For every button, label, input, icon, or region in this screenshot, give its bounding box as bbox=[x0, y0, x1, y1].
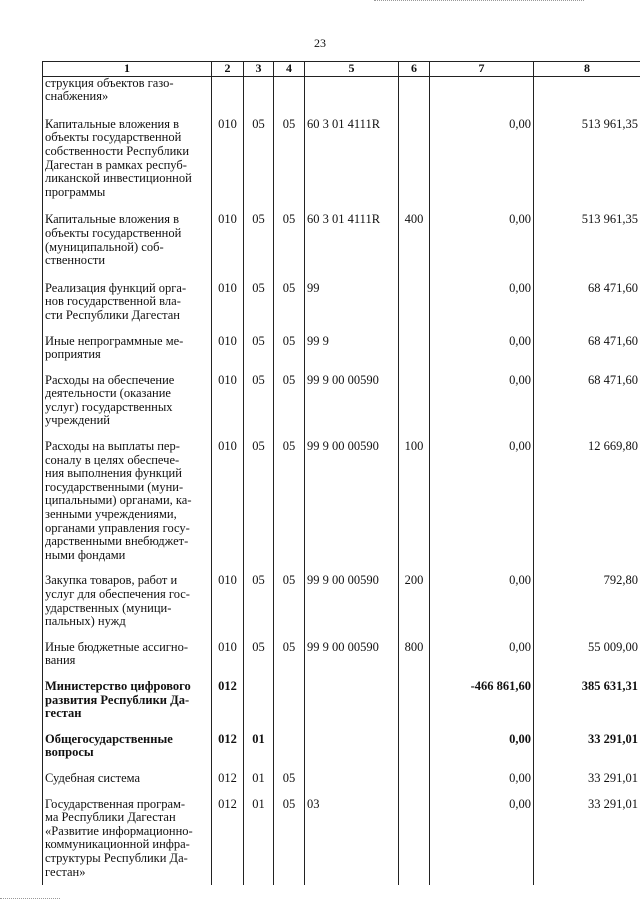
row-subsection-code: 05 bbox=[274, 368, 305, 434]
row-section-code: 05 bbox=[244, 368, 274, 434]
row-admin-code: 010 bbox=[212, 434, 244, 568]
row-change-amount: 0,00 bbox=[430, 434, 534, 568]
row-target-article: 60 3 01 4111R bbox=[305, 110, 399, 206]
row-change-amount: 0,00 bbox=[430, 635, 534, 674]
row-target-article: 99 9 bbox=[305, 329, 399, 368]
row-admin-code: 010 bbox=[212, 329, 244, 368]
row-section-code: 01 bbox=[244, 766, 274, 792]
row-total-amount: 513 961,35 bbox=[534, 110, 640, 206]
table-row bbox=[43, 434, 640, 568]
row-section-code: 05 bbox=[244, 110, 274, 206]
row-subsection-code: 05 bbox=[274, 766, 305, 792]
row-expense-type: 100 bbox=[399, 434, 430, 568]
row-expense-type bbox=[399, 792, 430, 886]
row-name: Реализация функций орга- нов государственной вла- сти Республики Дагестан bbox=[43, 274, 212, 329]
row-target-article bbox=[305, 766, 399, 792]
row-expense-type: 400 bbox=[399, 205, 430, 273]
table-body bbox=[43, 76, 640, 885]
table-row bbox=[43, 274, 640, 329]
row-total-amount: 68 471,60 bbox=[534, 329, 640, 368]
row-name: Расходы на выплаты пер- соналу в целях обеспече- ния выполнения функций государственными (муни- ципальными) органами, ка- зенными учреждениями, органами управления госу- дарственными внебюджет- ными фондами bbox=[43, 434, 212, 568]
row-target-article bbox=[305, 76, 399, 110]
row-section-code: 05 bbox=[244, 274, 274, 329]
row-section-code: 05 bbox=[244, 635, 274, 674]
row-name: Расходы на обеспечение деятельности (оказание услуг) государственных учреждений bbox=[43, 368, 212, 434]
row-expense-type bbox=[399, 368, 430, 434]
row-change-amount: 0,00 bbox=[430, 766, 534, 792]
row-section-code: 05 bbox=[244, 329, 274, 368]
row-name: Судебная система bbox=[43, 766, 212, 792]
row-section-code bbox=[244, 76, 274, 110]
row-subsection-code: 05 bbox=[274, 205, 305, 273]
row-expense-type: 800 bbox=[399, 635, 430, 674]
row-subsection-code: 05 bbox=[274, 434, 305, 568]
row-name: Капитальные вложения в объекты государственной (муниципальной) соб- ственности bbox=[43, 205, 212, 273]
row-target-article: 99 9 00 00590 bbox=[305, 368, 399, 434]
column-header-1: 1 bbox=[43, 62, 212, 77]
row-name: Капитальные вложения в объекты государственной собственности Республики Дагестан в рамках респуб- ликанской инвестиционной программы bbox=[43, 110, 212, 206]
row-change-amount: 0,00 bbox=[430, 792, 534, 886]
row-change-amount: 0,00 bbox=[430, 205, 534, 273]
row-expense-type bbox=[399, 76, 430, 110]
row-subsection-code: 05 bbox=[274, 110, 305, 206]
row-change-amount: 0,00 bbox=[430, 368, 534, 434]
row-admin-code: 010 bbox=[212, 568, 244, 634]
row-section-code: 01 bbox=[244, 727, 274, 766]
row-change-amount: 0,00 bbox=[430, 110, 534, 206]
row-target-article: 99 9 00 00590 bbox=[305, 434, 399, 568]
row-subsection-code: 05 bbox=[274, 568, 305, 634]
row-target-article: 99 9 00 00590 bbox=[305, 635, 399, 674]
row-target-article: 99 bbox=[305, 274, 399, 329]
row-expense-type bbox=[399, 727, 430, 766]
row-expense-type bbox=[399, 329, 430, 368]
table-row bbox=[43, 727, 640, 766]
row-total-amount: 33 291,01 bbox=[534, 792, 640, 886]
column-header-4: 4 bbox=[274, 62, 305, 77]
row-change-amount: -466 861,60 bbox=[430, 674, 534, 727]
row-admin-code: 012 bbox=[212, 674, 244, 727]
scan-edge-line bbox=[374, 0, 584, 1]
row-admin-code: 012 bbox=[212, 727, 244, 766]
row-name: Общегосударственные вопросы bbox=[43, 727, 212, 766]
row-subsection-code bbox=[274, 727, 305, 766]
row-total-amount bbox=[534, 76, 640, 110]
row-section-code: 01 bbox=[244, 792, 274, 886]
row-expense-type bbox=[399, 674, 430, 727]
row-admin-code: 010 bbox=[212, 368, 244, 434]
scan-foot-mark bbox=[0, 898, 60, 899]
row-section-code: 05 bbox=[244, 434, 274, 568]
table-header-row bbox=[43, 62, 640, 77]
row-subsection-code: 05 bbox=[274, 274, 305, 329]
table-row bbox=[43, 368, 640, 434]
row-section-code: 05 bbox=[244, 205, 274, 273]
row-total-amount: 33 291,01 bbox=[534, 766, 640, 792]
column-header-3: 3 bbox=[244, 62, 274, 77]
row-admin-code: 012 bbox=[212, 766, 244, 792]
table-row bbox=[43, 568, 640, 634]
table-row bbox=[43, 329, 640, 368]
row-name: Иные бюджетные ассигно- вания bbox=[43, 635, 212, 674]
row-total-amount: 513 961,35 bbox=[534, 205, 640, 273]
column-header-6: 6 bbox=[399, 62, 430, 77]
row-change-amount: 0,00 bbox=[430, 329, 534, 368]
row-total-amount: 68 471,60 bbox=[534, 274, 640, 329]
row-total-amount: 33 291,01 bbox=[534, 727, 640, 766]
row-expense-type bbox=[399, 274, 430, 329]
row-total-amount: 12 669,80 bbox=[534, 434, 640, 568]
column-header-2: 2 bbox=[212, 62, 244, 77]
table-row bbox=[43, 205, 640, 273]
row-subsection-code: 05 bbox=[274, 635, 305, 674]
column-header-5: 5 bbox=[305, 62, 399, 77]
row-name: Государственная програм- ма Республики Дагестан «Развитие информационно- коммуникационной инфра- структуры Республики Да- гестан» bbox=[43, 792, 212, 886]
row-section-code: 05 bbox=[244, 568, 274, 634]
row-total-amount: 68 471,60 bbox=[534, 368, 640, 434]
row-change-amount: 0,00 bbox=[430, 727, 534, 766]
row-expense-type: 200 bbox=[399, 568, 430, 634]
row-admin-code: 010 bbox=[212, 635, 244, 674]
row-admin-code: 010 bbox=[212, 205, 244, 273]
table-row bbox=[43, 110, 640, 206]
row-subsection-code: 05 bbox=[274, 792, 305, 886]
table-row bbox=[43, 792, 640, 886]
row-subsection-code bbox=[274, 76, 305, 110]
page-number: 23 bbox=[314, 36, 326, 50]
row-total-amount: 385 631,31 bbox=[534, 674, 640, 727]
row-total-amount: 792,80 bbox=[534, 568, 640, 634]
table-row bbox=[43, 674, 640, 727]
row-target-article bbox=[305, 674, 399, 727]
row-target-article: 03 bbox=[305, 792, 399, 886]
table-row bbox=[43, 766, 640, 792]
row-name: Закупка товаров, работ и услуг для обеспечения гос- ударственных (муници- пальных) нужд bbox=[43, 568, 212, 634]
row-name: Министерство цифрового развития Республики Да- гестан bbox=[43, 674, 212, 727]
row-total-amount: 55 009,00 bbox=[534, 635, 640, 674]
row-expense-type bbox=[399, 766, 430, 792]
row-admin-code: 012 bbox=[212, 792, 244, 886]
budget-table bbox=[42, 61, 640, 885]
row-name: струкция объектов газо- снабжения» bbox=[43, 76, 212, 110]
row-section-code bbox=[244, 674, 274, 727]
table-row bbox=[43, 76, 640, 110]
row-target-article: 99 9 00 00590 bbox=[305, 568, 399, 634]
row-admin-code: 010 bbox=[212, 274, 244, 329]
row-change-amount: 0,00 bbox=[430, 274, 534, 329]
row-target-article bbox=[305, 727, 399, 766]
row-change-amount bbox=[430, 76, 534, 110]
row-subsection-code: 05 bbox=[274, 329, 305, 368]
column-header-8: 8 bbox=[534, 62, 640, 77]
table-row bbox=[43, 635, 640, 674]
row-expense-type bbox=[399, 110, 430, 206]
row-admin-code: 010 bbox=[212, 110, 244, 206]
column-header-7: 7 bbox=[430, 62, 534, 77]
row-target-article: 60 3 01 4111R bbox=[305, 205, 399, 273]
row-subsection-code bbox=[274, 674, 305, 727]
row-admin-code bbox=[212, 76, 244, 110]
row-name: Иные непрограммные ме- роприятия bbox=[43, 329, 212, 368]
row-change-amount: 0,00 bbox=[430, 568, 534, 634]
